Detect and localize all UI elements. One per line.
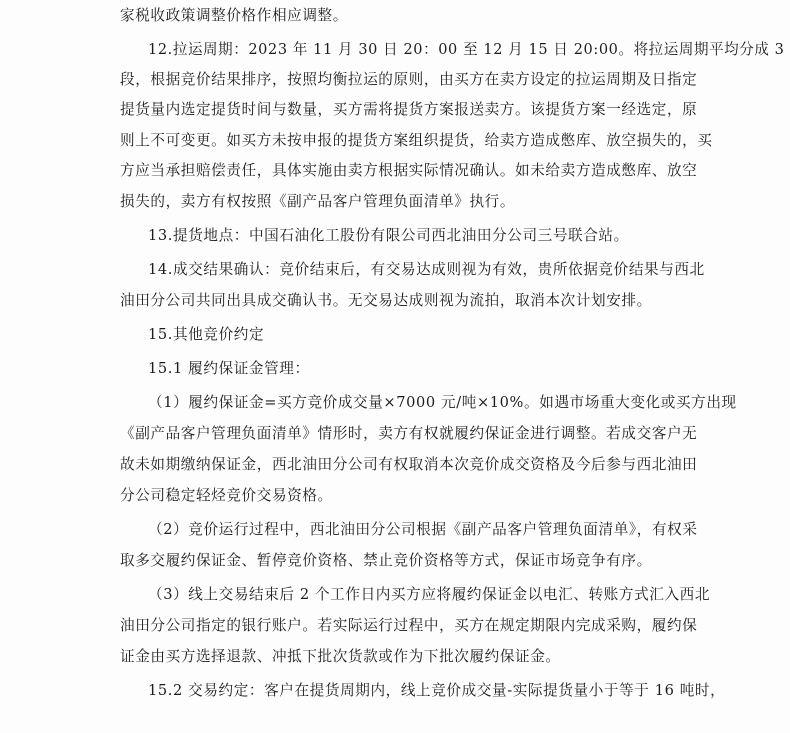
clause-14-line: 14.成交结果确认：竞价结束后，有交易达成则视为有效，贵所依据竞价结果与西北 [148,261,705,278]
paragraph-line: 段，根据竞价结果排序，按照均衡拉运的原则，由买方在卖方设定的拉运周期及日指定 [120,71,698,88]
paragraph-line: 取多交履约保证金、暂停竞价资格、禁止竞价资格等方式，保证市场竞争有序。 [120,552,652,569]
paragraph-line: 损失的，卖方有权按照《副产品客户管理负面清单》执行。 [120,193,516,210]
paragraph-line: 方应当承担赔偿责任，具体实施由卖方根据实际情况确认。如未给卖方造成憋库、放空 [120,162,698,179]
paragraph-line: 提货量内选定提货时间与数量，买方需将提货方案报送卖方。该提货方案一经选定，原 [120,101,698,118]
clause-15-2-line: 15.2 交易约定：客户在提货周期内，线上竞价成交量-实际提货量小于等于 16 吨时， [148,682,726,699]
paragraph-line: 油田分公司共同出具成交确认书。无交易达成则视为流拍，取消本次计划安排。 [120,292,652,309]
paragraph-line: 故未如期缴纳保证金，西北油田分公司有权取消本次竞价成交资格及今后参与西北油田 [120,456,698,473]
clause-15-1-heading: 15.1 履约保证金管理： [148,360,310,377]
clause-12-line: 12.拉运周期：2023 年 11 月 30 日 20：00 至 12 月 15 日 20:00。将拉运周期平均分成 3 [148,41,785,58]
item-1-line: （1）履约保证金=买方竞价成交量×7000 元/吨×10%。如遇市场重大变化或买方出现 [148,394,737,411]
paragraph-line: 《副产品客户管理负面清单》情形时，卖方有权就履约保证金进行调整。若成交客户无 [120,425,698,442]
clause-13-line: 13.提货地点：中国石油化工股份有限公司西北油田分公司三号联合站。 [148,227,629,244]
paragraph-line: 家税收政策调整价格作相应调整。 [120,7,348,24]
paragraph-line: 证金由买方选择退款、冲抵下批次货款或作为下批次履约保证金。 [120,648,561,665]
paragraph-line: 油田分公司指定的银行账户。若实际运行过程中，买方在规定期限内完成采购，履约保 [120,617,698,634]
paragraph-line: 则上不可变更。如买方未按申报的提货方案组织提货，给卖方造成憋库、放空损失的，买 [120,132,713,149]
item-2-line: （2）竞价运行过程中，西北油田分公司根据《副产品客户管理负面清单》，有权采 [148,521,698,538]
paragraph-line: 分公司稳定轻烃竞价交易资格。 [120,487,333,504]
clause-15-heading: 15.其他竞价约定 [148,326,265,343]
item-3-line: （3）线上交易结束后 2 个工作日内买方应将履约保证金以电汇、转账方式汇入西北 [148,586,711,603]
